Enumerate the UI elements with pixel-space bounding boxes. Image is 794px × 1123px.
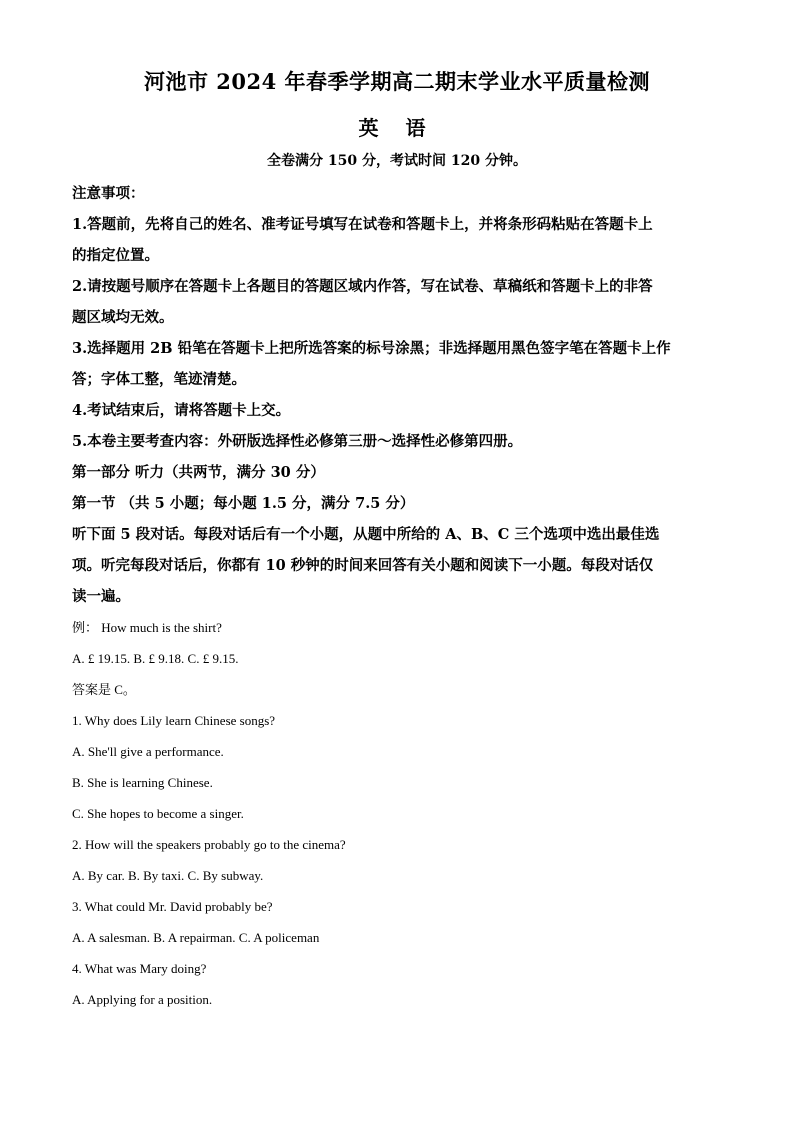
question-4-stem: 4. What was Mary doing? xyxy=(72,961,207,976)
note-2-line-2: 题区域均无效。 xyxy=(72,309,174,326)
subject-title: 英 语 xyxy=(358,116,436,140)
note-5: 5.本卷主要考查内容：外研版选择性必修第三册～选择性必修第四册。 xyxy=(72,433,523,450)
question-3-stem: 3. What could Mr. David probably be? xyxy=(72,899,273,914)
question-1-stem: 1. Why does Lily learn Chinese songs? xyxy=(72,713,276,728)
note-1-line-2: 的指定位置。 xyxy=(72,247,159,264)
note-4: 4.考试结束后，请将答题卡上交。 xyxy=(72,402,291,419)
question-4-option-a: A. Applying for a position. xyxy=(72,992,213,1007)
notes-heading: 注意事项： xyxy=(72,185,145,202)
note-1-line-1: 1.答题前，先将自己的姓名、准考证号填写在试卷和答题卡上，并将条形码粘贴在答题卡上 xyxy=(72,216,653,233)
question-1-option-b: B. She is learning Chinese. xyxy=(72,775,213,790)
note-3-line-1: 3.选择题用 2B 铅笔在答题卡上把所选答案的标号涂黑；非选择题用黑色签字笔在答题卡上作 xyxy=(72,340,671,357)
example-options: A. £ 19.15. B. £ 9.18. C. £ 9.15. xyxy=(72,651,239,666)
question-1-option-a: A. She'll give a performance. xyxy=(72,744,224,759)
instruction-line-2: 项。听完每段对话后，你都有 10 秒钟的时间来回答有关小题和阅读下一小题。每段对话仅 xyxy=(72,557,654,574)
instruction-line-3: 读一遍。 xyxy=(72,588,130,605)
note-2-line-1: 2.请按题号顺序在答题卡上各题目的答题区域内作答，写在试卷、草稿纸和答题卡上的非答 xyxy=(72,278,653,295)
instruction-line-1: 听下面 5 段对话。每段对话后有一个小题，从题中所给的 A、B、C 三个选项中选出最佳选 xyxy=(72,526,660,543)
question-3-options: A. A salesman. B. A repairman. C. A policeman xyxy=(72,930,320,945)
exam-title: 河池市 2024 年春季学期高二期末学业水平质量检测 xyxy=(143,69,651,94)
question-1-option-c: C. She hopes to become a singer. xyxy=(72,806,244,821)
part-1-heading: 第一部分 听力（共两节，满分 30 分） xyxy=(72,464,325,481)
note-3-line-2: 答；字体工整，笔迹清楚。 xyxy=(72,371,246,388)
score-info: 全卷满分 150 分，考试时间 120 分钟。 xyxy=(267,153,527,169)
example-question: 例： How much is the shirt? xyxy=(72,620,222,635)
section-1-heading: 第一节 （共 5 小题；每小题 1.5 分，满分 7.5 分） xyxy=(72,495,415,512)
example-answer: 答案是 C。 xyxy=(72,682,136,697)
question-2-stem: 2. How will the speakers probably go to the cinema? xyxy=(72,837,346,852)
question-2-options: A. By car. B. By taxi. C. By subway. xyxy=(72,868,264,883)
exam-body xyxy=(72,178,724,1015)
